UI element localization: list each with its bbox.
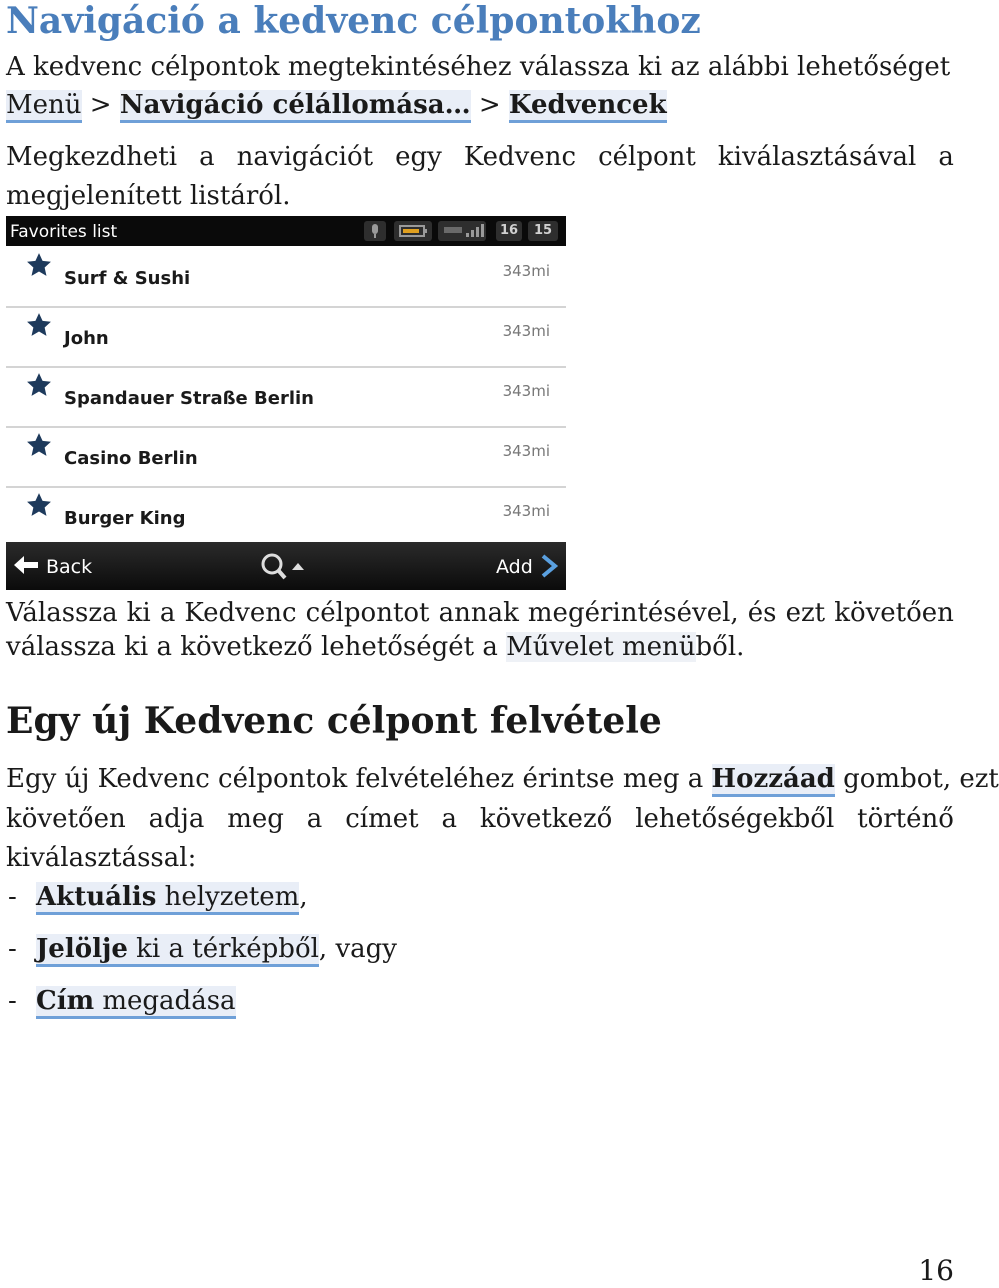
star-icon: [26, 492, 52, 518]
word: meg: [227, 804, 284, 834]
paragraph-1-line-1: [6, 138, 954, 176]
paragraph-2-line-2: [6, 628, 744, 666]
list-item: [8, 878, 308, 916]
favorite-name: Spandauer Straße Berlin: [64, 388, 314, 409]
text: Egy új Kedvenc célpontok felvételéhez érintse meg a: [6, 764, 712, 794]
word: egy: [395, 142, 442, 172]
word: követően: [6, 804, 126, 834]
favorite-item[interactable]: [6, 426, 566, 488]
favorite-distance: 343mi: [502, 262, 550, 280]
word: a: [938, 142, 954, 172]
word: navigációt: [236, 142, 374, 172]
favorite-name: John: [64, 328, 109, 349]
word: történő: [857, 804, 954, 834]
list-item: [8, 930, 397, 968]
current-position-link[interactable]: [36, 882, 299, 915]
paragraph-2-line-1: [6, 594, 954, 632]
link-bold: Aktuális: [36, 882, 157, 912]
word: annak: [438, 598, 519, 628]
microphone-icon: [364, 221, 386, 241]
path-separator: >: [470, 90, 509, 120]
intro-text: A kedvenc célpontok megtekintéséhez válassza ki az alábbi lehetőséget: [6, 52, 951, 82]
text: válassza ki a következő lehetőségét a: [6, 632, 507, 662]
word: Válassza: [6, 598, 118, 628]
word: ki: [126, 598, 151, 628]
page-title: Navigáció a kedvenc célpontokhoz: [6, 0, 701, 42]
favorite-item[interactable]: [6, 306, 566, 368]
word: és: [747, 598, 777, 628]
word: a: [441, 804, 457, 834]
word: címet: [345, 804, 419, 834]
search-button[interactable]: [256, 542, 316, 590]
favorite-distance: 343mi: [502, 322, 550, 340]
back-label: Back: [46, 556, 93, 578]
word: kiválasztásával: [717, 142, 917, 172]
word: adja: [148, 804, 205, 834]
menu-link[interactable]: Menü: [6, 90, 82, 123]
paragraph-3-line-3: kiválasztással:: [6, 843, 197, 873]
enter-address-link[interactable]: [36, 986, 236, 1019]
page-number: 16: [918, 1254, 954, 1287]
text: gombot, ezt: [834, 764, 999, 794]
add-label: Add: [496, 556, 533, 578]
back-button[interactable]: [6, 542, 146, 590]
word: követően: [834, 598, 954, 628]
word: célpontot: [305, 598, 430, 628]
device-title: Favorites list: [10, 222, 118, 242]
text: , vagy: [318, 934, 397, 964]
favorite-item[interactable]: [6, 486, 566, 546]
favorite-item[interactable]: [6, 246, 566, 308]
select-on-map-link[interactable]: [36, 934, 319, 967]
device-title-bar: [6, 216, 566, 246]
favorite-distance: 343mi: [502, 502, 550, 520]
nav-destination-link[interactable]: Navigáció célállomása…: [120, 90, 471, 123]
favorite-name: Surf & Sushi: [64, 268, 191, 289]
favorites-link[interactable]: Kedvencek: [509, 90, 667, 123]
chevron-right-icon: [540, 554, 558, 578]
battery-icon: [394, 221, 432, 241]
link-text: ki a térképből: [127, 934, 319, 964]
word: a: [159, 598, 176, 628]
star-icon: [26, 312, 52, 338]
search-icon: [260, 552, 312, 582]
star-icon: [26, 432, 52, 458]
word: célpont: [598, 142, 696, 172]
star-icon: [26, 372, 52, 398]
add-button-reference[interactable]: Hozzáad: [712, 764, 835, 797]
device-bottom-bar: [6, 542, 566, 590]
list-item: [8, 982, 236, 1020]
paragraph-3-line-1: [6, 760, 999, 798]
arrow-left-icon: [12, 554, 40, 576]
favorites-list-screenshot: [6, 216, 566, 590]
gps-signal-icon: [438, 221, 486, 241]
add-button[interactable]: [476, 542, 566, 590]
favorite-distance: 343mi: [502, 382, 550, 400]
paragraph-1-line-2: megjelenített listáról.: [6, 181, 291, 211]
star-icon: [26, 252, 52, 278]
link-text: megadása: [94, 986, 236, 1016]
link-bold: Cím: [36, 986, 95, 1016]
status-indicator: 16: [496, 221, 522, 241]
favorite-distance: 343mi: [502, 442, 550, 460]
word: a: [306, 804, 323, 834]
path-separator: >: [81, 90, 120, 120]
link-bold: Jelölje: [36, 934, 128, 964]
favorite-name: Burger King: [64, 508, 186, 529]
word: következő: [479, 804, 613, 834]
link-text: helyzetem: [156, 882, 300, 912]
action-menu-link[interactable]: Művelet menü: [506, 632, 696, 662]
section-heading: Egy új Kedvenc célpont felvétele: [6, 700, 662, 742]
word: Kedvenc: [463, 142, 577, 172]
paragraph-3-line-2: [6, 800, 954, 838]
list-dash: -: [8, 882, 17, 912]
word: ezt: [785, 598, 826, 628]
favorite-item[interactable]: [6, 366, 566, 428]
word: Megkezdheti: [6, 142, 178, 172]
word: Kedvenc: [184, 598, 297, 628]
list-dash: -: [8, 934, 17, 964]
text: ből.: [695, 632, 745, 662]
status-indicator: 15: [528, 221, 558, 241]
menu-path: [6, 86, 667, 124]
list-dash: -: [8, 986, 17, 1016]
word: a: [199, 142, 215, 172]
favorite-name: Casino Berlin: [64, 448, 198, 469]
word: lehetőségekből: [635, 804, 835, 834]
word: megérintésével,: [527, 598, 739, 628]
text: ,: [299, 882, 308, 912]
